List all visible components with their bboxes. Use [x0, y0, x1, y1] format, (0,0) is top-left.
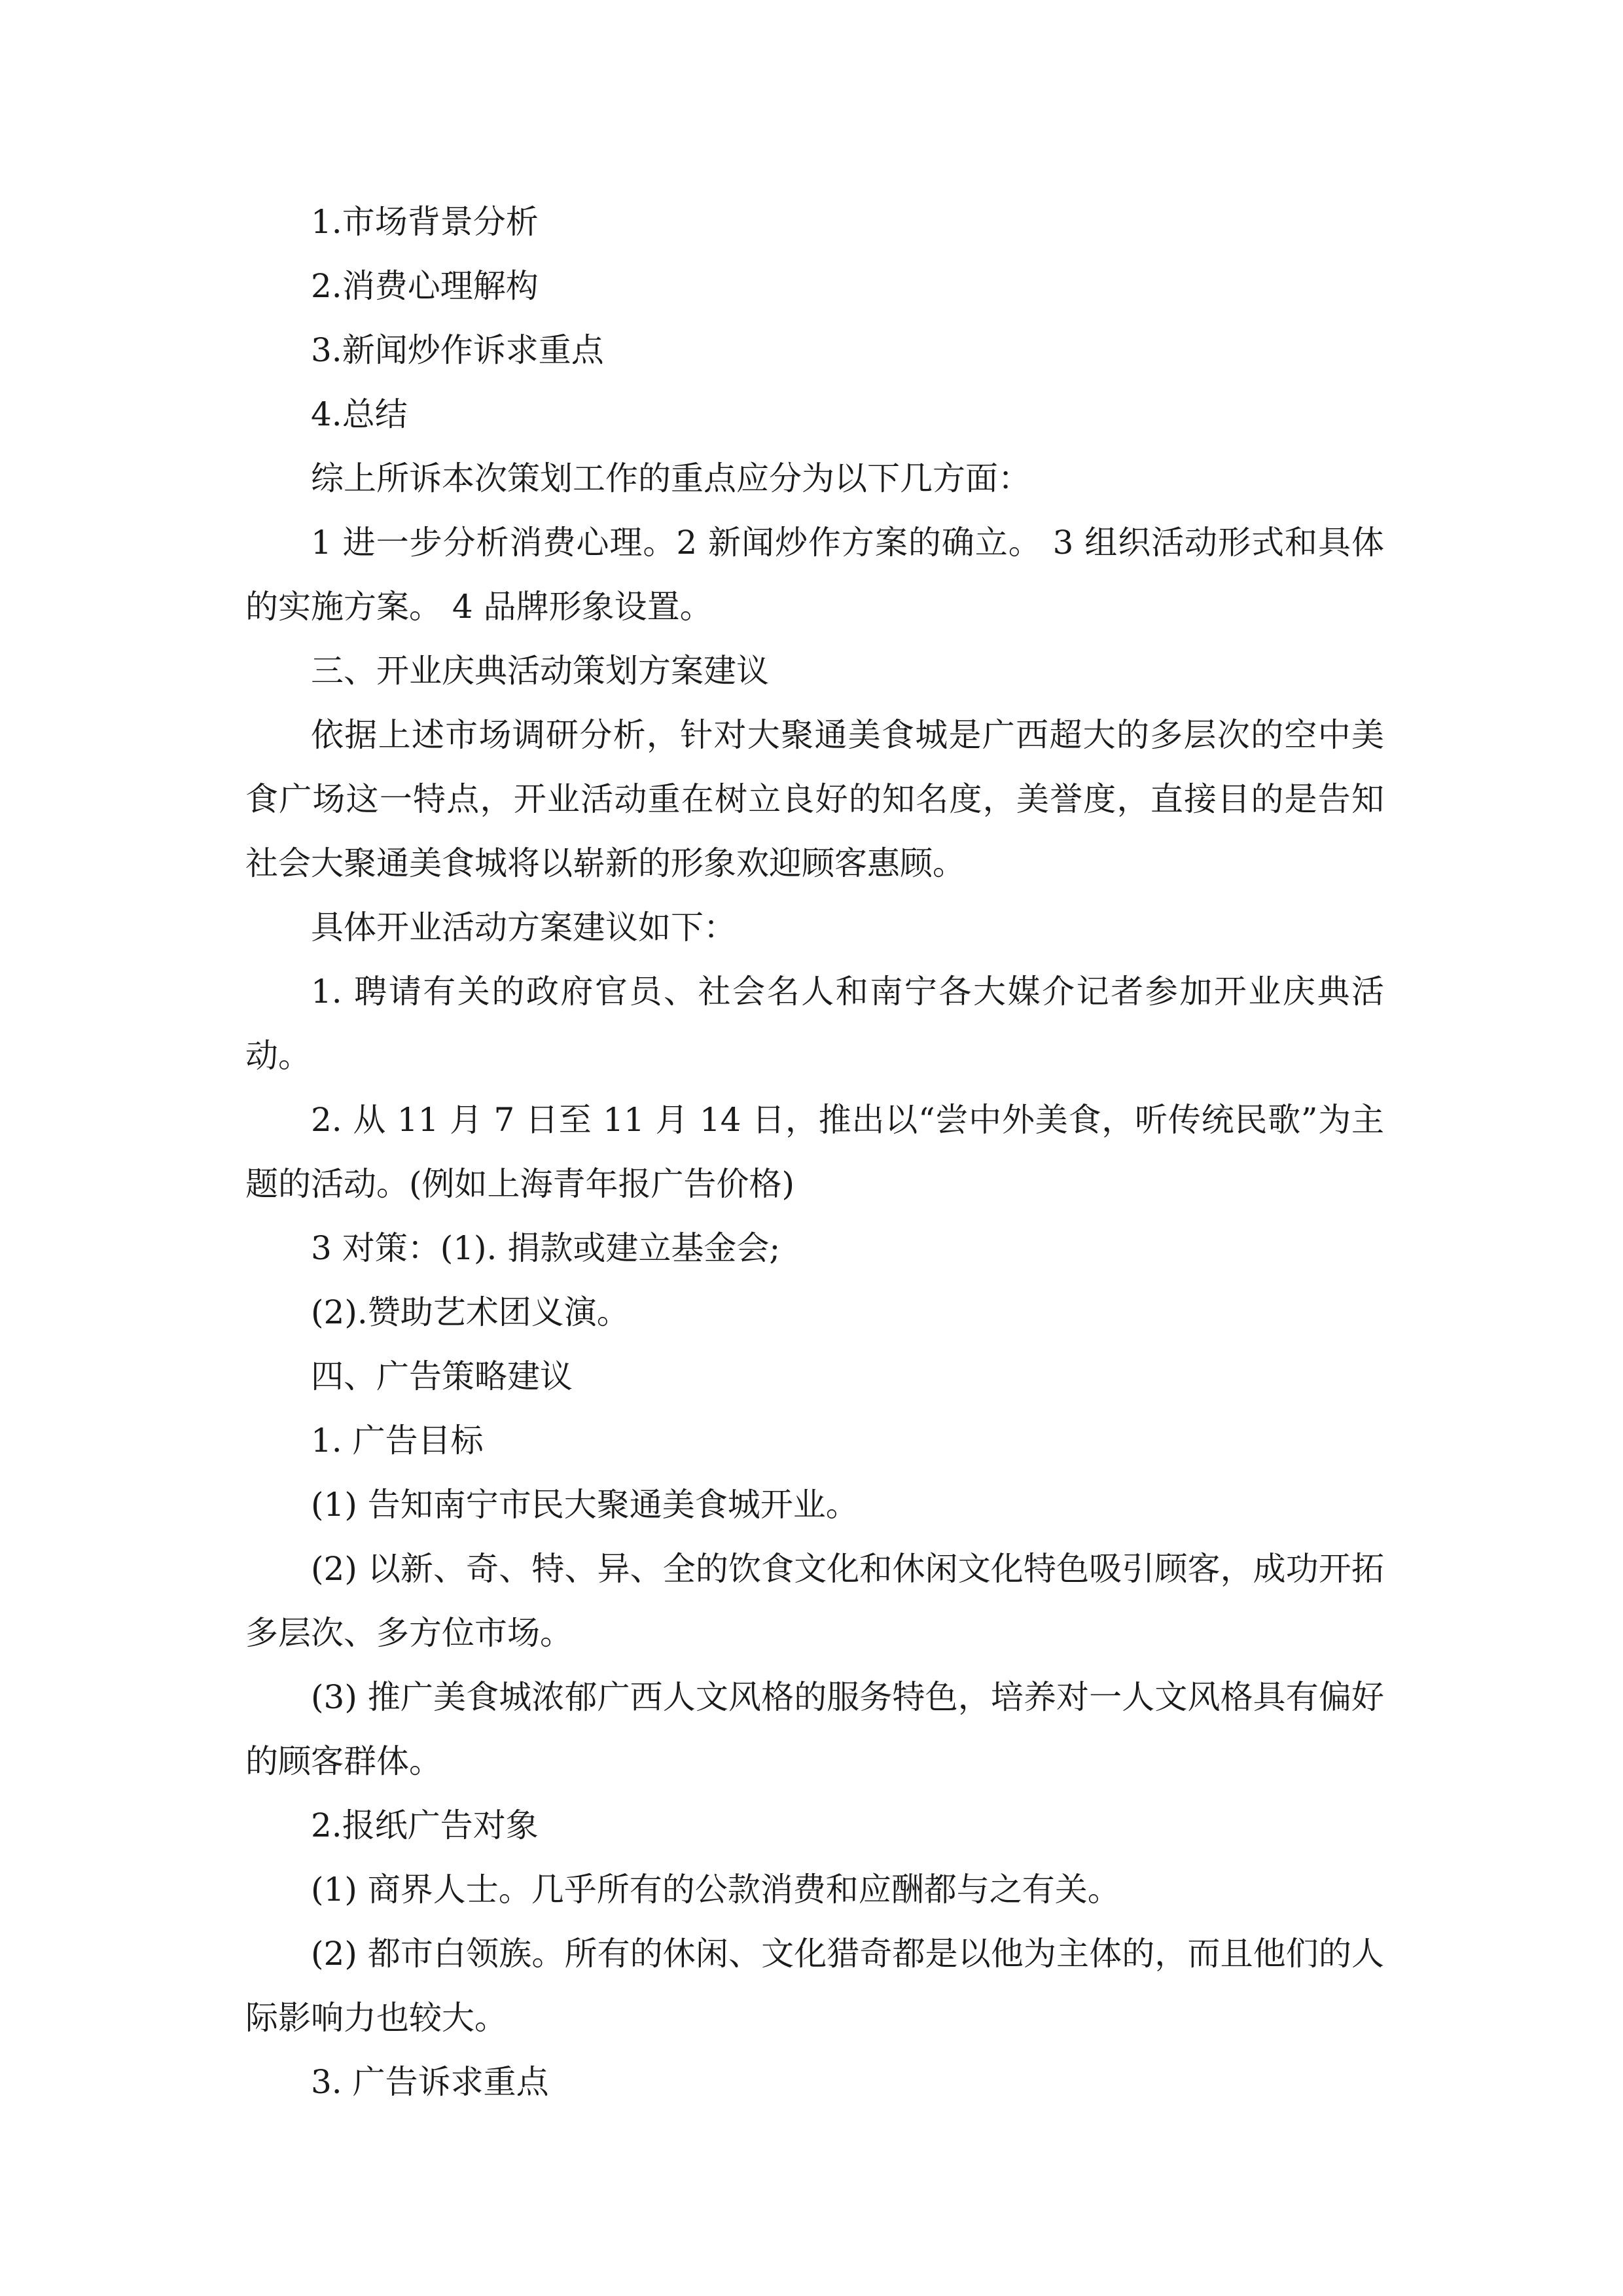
list-item-summary: 4.总结: [311, 395, 408, 433]
paragraph-target-1: (1) 商界人士。几乎所有的公款消费和应酬都与之有关。: [311, 1871, 1120, 1909]
list-item-news-appeal: 3.新闻炒作诉求重点: [311, 331, 604, 369]
section-heading-opening-ceremony: 三、开业庆典活动策划方案建议: [311, 652, 769, 690]
subheading-ad-goal: 1. 广告目标: [311, 1422, 484, 1460]
paragraph-plan-intro: 具体开业活动方案建议如下：: [311, 908, 736, 946]
paragraph-market-research: 依据上述市场调研分析，针对大聚通美食城是广西超大的多层次的空中美食广场这一特点，开业活动重在树立良好的知名度，美誉度，直接目的是告知社会大聚通美食城将以崭新的形象欢迎顾客惠顾。: [245, 716, 1384, 882]
paragraph-focus-points: 1 进一步分析消费心理。2 新闻炒作方案的确立。 3 组织活动形式和具体的实施方案。 4 品牌形象设置。: [245, 524, 1384, 626]
paragraph-plan-item-3: 3 对策：(1). 捐款或建立基金会;: [311, 1229, 781, 1267]
list-item-market-analysis: 1.市场背景分析: [311, 203, 539, 241]
paragraph-focus-intro: 综上所诉本次策划工作的重点应分为以下几方面：: [311, 459, 1031, 497]
section-heading-ad-strategy: 四、广告策略建议: [311, 1357, 573, 1395]
paragraph-plan-item-2: 2. 从 11 月 7 日至 11 月 14 日，推出以“尝中外美食，听传统民歌”为主题的活动。(例如上海青年报广告价格): [245, 1101, 1384, 1203]
paragraph-ad-goal-3: (3) 推广美食城浓郁广西人文风格的服务特色，培养对一人文风格具有偏好的顾客群体。: [245, 1678, 1384, 1780]
paragraph-ad-goal-1: (1) 告知南宁市民大聚通美食城开业。: [311, 1486, 859, 1524]
paragraph-plan-item-1: 1. 聘请有关的政府官员、社会名人和南宁各大媒介记者参加开业庆典活动。: [245, 973, 1384, 1075]
paragraph-plan-item-3-sub: (2).赞助艺术团义演。: [311, 1293, 630, 1331]
subheading-newspaper-target: 2.报纸广告对象: [311, 1806, 539, 1844]
paragraph-ad-goal-2: (2) 以新、奇、特、异、全的饮食文化和休闲文化特色吸引顾客，成功开拓多层次、多方位市场。: [245, 1550, 1384, 1652]
list-item-consumer-psychology: 2.消费心理解构: [311, 267, 539, 305]
body-text: [245, 190, 1384, 2114]
paragraph-target-2: (2) 都市白领族。所有的休闲、文化猎奇都是以他为主体的，而且他们的人际影响力也较大。: [245, 1935, 1384, 2037]
subheading-ad-appeal: 3. 广告诉求重点: [311, 2063, 549, 2101]
